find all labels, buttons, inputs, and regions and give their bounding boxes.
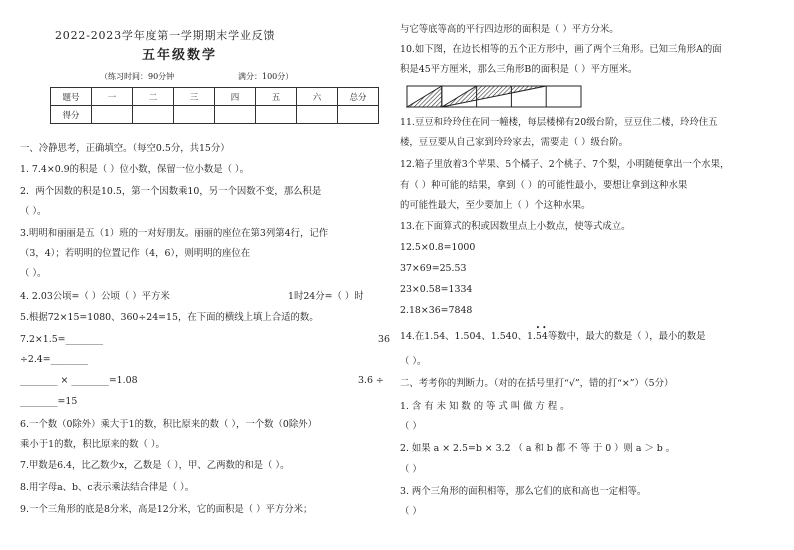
question-5: 5.根据72×15=1080、360÷24=15，在下面的横线上填上合适的数。 (20, 312, 319, 323)
five-squares-figure (406, 85, 582, 109)
repeating-dots-icon: • • (535, 324, 547, 332)
question-14-text: 等数中，最大的数是（ ），最小的数是 (547, 331, 706, 342)
question-13-equation-1: 12.5×0.8=1000 (400, 242, 476, 253)
exam-subtitle: 五年级数学 (142, 48, 218, 63)
question-7: 7.甲数是6.4，比乙数少x，乙数是（ ），甲、乙两数的和是（ ）。 (20, 460, 290, 471)
question-6-line-1: 6.一个数（0除外）乘大于1的数，积比原来的数（ ），一个数（0除外） (20, 419, 318, 430)
question-14-equation-4: 2.18×36=7848 (400, 305, 473, 316)
score-row-label: 得分 (51, 106, 92, 124)
question-5-blank-2-start: 36 (378, 334, 390, 345)
question-11-line-1: 11.豆豆和玲玲住在同一幢楼，每层楼梯有20级台阶，豆豆住二楼，玲玲住五 (400, 117, 718, 128)
score-header-cell: 一 (92, 88, 133, 106)
right-column (397, 0, 794, 550)
question-2-line-1: 2．两个因数的积是10.5，第一个因数乘10，另一个因数不变，那么积是 (20, 186, 322, 197)
question-10-line-1: 10.如下图，在边长相等的五个正方形中，画了两个三角形。已知三角形A的面 (400, 44, 722, 55)
score-table (50, 87, 379, 124)
score-cell[interactable] (256, 106, 297, 124)
info-score: 满分：100分） (238, 72, 294, 81)
score-cell[interactable] (215, 106, 256, 124)
judge-2-answer[interactable]: （ ） (400, 464, 422, 475)
score-cell[interactable] (174, 106, 215, 124)
question-5-blank-4-start: 3.6 ÷ (358, 375, 384, 386)
score-header-cell: 五 (256, 88, 297, 106)
question-11-line-2: 楼，豆豆要从自己家到玲玲家去，需要走（ ）级台阶。 (400, 137, 628, 148)
question-14-line-2: （ ）。 (400, 356, 427, 367)
score-cell[interactable] (133, 106, 174, 124)
question-14-numbers: 14.在1.54、1.504、1.540、1. (400, 331, 536, 342)
score-header-cell: 三 (174, 88, 215, 106)
question-13-equation-2: 37×69=25.53 (400, 263, 467, 274)
score-cell[interactable] (92, 106, 133, 124)
question-13: 13.在下面算式的积或因数里点上小数点，使等式成立。 (400, 221, 631, 232)
score-cell[interactable] (338, 106, 379, 124)
question-4-part-b: 1时24分=（ ）时 (288, 291, 364, 302)
section-2-heading: 二、考考你的判断力。（对的在括号里打“√”，错的打“×”）（5分） (400, 378, 674, 389)
question-4-part-a: 4. 2.03公顷=（ ）公顷（ ）平方米 (20, 291, 170, 302)
question-3-line-2: （3，4）；若明明的位置记作（4，6），则明明的座位在 (20, 248, 251, 259)
question-3-line-1: 3.明明和丽丽是五（1）班的一对好朋友。丽丽的座位在第3列第4行，记作 (20, 228, 329, 239)
section-1-heading: 一、冷静思考，正确填空。（每空0.5分，共15分） (20, 143, 230, 154)
exam-title: 2022-2023学年度第一学期期末学业反馈 (55, 29, 276, 42)
score-header-cell: 总分 (338, 88, 379, 106)
judge-1: 1. 含 有 未 知 数 的 等 式 叫 做 方 程 。 (400, 401, 570, 412)
question-9-line-2: 与它等底等高的平行四边形的面积是（ ）平方分米。 (400, 24, 619, 35)
score-header-cell: 六 (297, 88, 338, 106)
question-8: 8.用字母a、b、c表示乘法结合律是（ ）。 (20, 482, 195, 493)
question-12-line-2: 有（ ）种可能的结果，拿到（ ）的可能性最小，要想让拿到这种水果 (400, 180, 688, 191)
question-5-blank-3: ________ × ________=1.08 (20, 375, 138, 386)
question-3-line-3: （ ）。 (20, 268, 47, 279)
score-header-cell: 题号 (51, 88, 92, 106)
question-5-blank-1: 7.2×1.5=________ (20, 334, 104, 345)
question-10-line-2: 积是45平方厘米，那么三角形B的面积是（ ）平方厘米。 (400, 64, 638, 75)
score-table-score-row (51, 106, 379, 124)
judge-1-answer[interactable]: （ ） (400, 421, 422, 432)
question-14-line-1 (400, 324, 706, 343)
question-12-line-3: 的可能性最大，至少要加上（ ）个这种水果。 (400, 200, 591, 211)
score-header-cell: 二 (133, 88, 174, 106)
score-table-header-row (51, 88, 379, 106)
score-header-cell: 四 (215, 88, 256, 106)
judge-3: 3. 两个三角形的面积相等，那么它们的底和高也一定相等。 (400, 486, 647, 497)
question-6-line-2: 乘小于1的数，积比原来的数（ ）。 (20, 439, 165, 450)
question-1: 1. 7.4×0.9的积是（ ）位小数，保留一位小数是（ ）。 (20, 164, 249, 175)
judge-2: 2. 如果 a × 2.5=b × 3.2 （ a 和 b 都 不 等 于 0 ）则 a ＞ b 。 (400, 443, 676, 454)
question-5-blank-2-end: ÷2.4=________ (20, 354, 89, 365)
question-5-blank-4-end: ________=15 (20, 396, 78, 407)
info-time: （练习时间：90分钟 (100, 72, 175, 81)
judge-3-answer[interactable]: （ ） (400, 506, 422, 517)
question-13-equation-3: 23×0.58=1334 (400, 284, 473, 295)
repeating-digits: 54 (535, 331, 548, 342)
question-9-line-1: 9.一个三角形的底是8分米，高是12分米，它的面积是（ ）平方分米； (20, 504, 313, 515)
score-cell[interactable] (297, 106, 338, 124)
question-2-line-2: （ ）。 (20, 206, 47, 217)
repeating-decimal (535, 324, 548, 343)
question-12-line-1: 12.箱子里放着3个苹果、5个橘子、2个桃子、7个梨，小明随便拿出一个水果， (400, 159, 730, 170)
